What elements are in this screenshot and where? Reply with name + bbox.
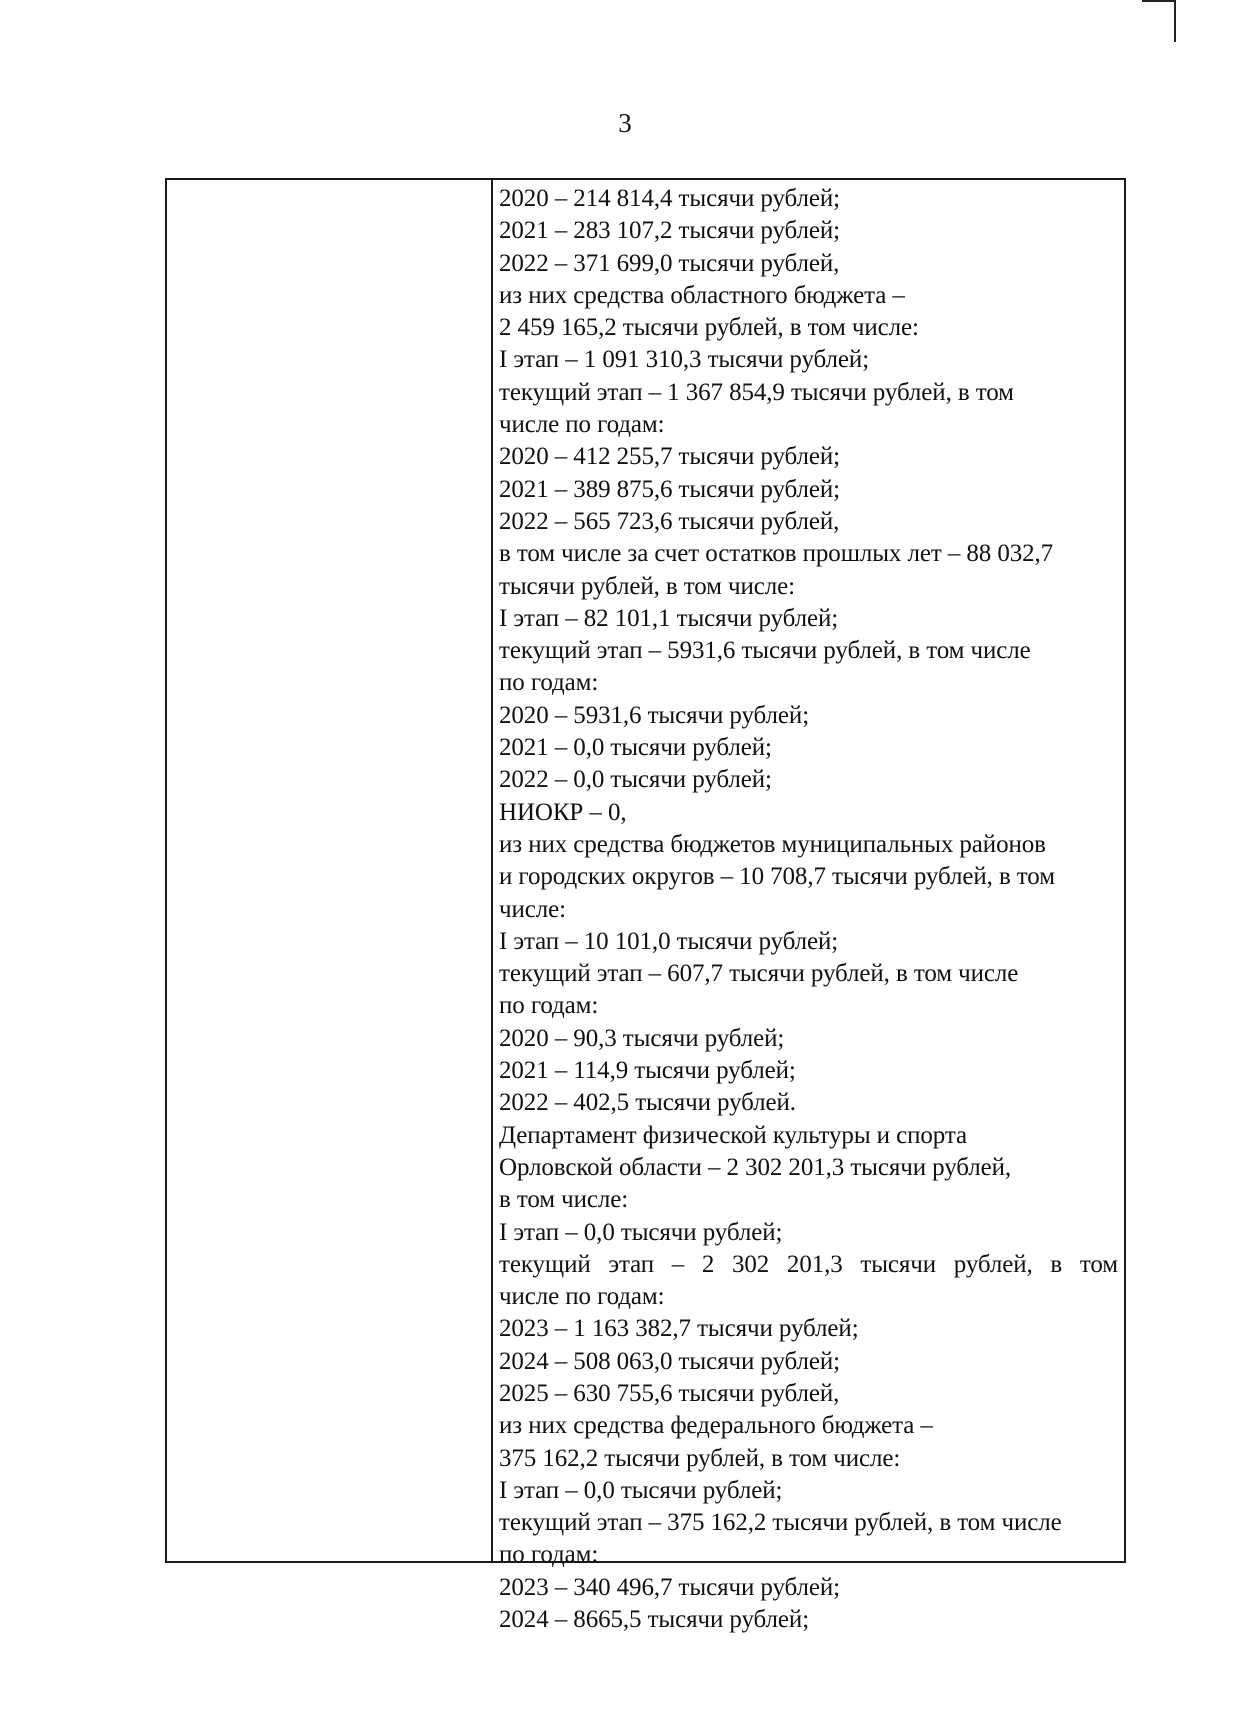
table-text-line: 2022 – 565 723,6 тысячи рублей,	[499, 507, 840, 535]
table-text-line: 2020 – 412 255,7 тысячи рублей;	[499, 443, 841, 471]
table-text-line: Департамент физической культуры и спорта	[499, 1121, 967, 1149]
table-left-cell	[167, 180, 493, 1561]
table-text-line: и городских округов – 10 708,7 тысячи рублей, в том	[499, 863, 1055, 891]
table-text-line: 2025 – 630 755,6 тысячи рублей,	[499, 1379, 840, 1407]
table-text-line: по годам:	[499, 992, 599, 1020]
table-text-line: I этап – 1 091 310,3 тысячи рублей;	[499, 346, 870, 374]
table-text-line: из них средства областного бюджета –	[499, 281, 905, 309]
table-text-line: 2023 – 1 163 382,7 тысячи рублей;	[499, 1315, 859, 1343]
table-text-line: 2024 – 508 063,0 тысячи рублей;	[499, 1347, 841, 1375]
table-text-line: текущий этап – 607,7 тысячи рублей, в том числе	[499, 960, 1019, 988]
table-text-line: 2021 – 283 107,2 тысячи рублей;	[499, 217, 841, 245]
table-text-line: Орловской области – 2 302 201,3 тысячи рублей,	[499, 1153, 1012, 1181]
table-text-line: 2020 – 214 814,4 тысячи рублей;	[499, 185, 841, 212]
budget-table	[165, 178, 1126, 1634]
table-text-line: 2021 – 389 875,6 тысячи рублей;	[499, 475, 841, 503]
table-text-line: I этап – 0,0 тысячи рублей;	[499, 1476, 783, 1504]
table-text-line: текущий этап – 375 162,2 тысячи рублей, в том числе	[499, 1509, 1062, 1537]
table-text-line: 2023 – 340 496,7 тысячи рублей;	[499, 1573, 841, 1601]
table-text-line: I этап – 0,0 тысячи рублей;	[499, 1218, 783, 1246]
table-text-line: 2 459 165,2 тысячи рублей, в том числе:	[499, 314, 919, 342]
table-text-line: числе по годам:	[499, 411, 665, 439]
table-text-line: по годам:	[499, 1541, 599, 1569]
table-right-cell	[493, 180, 1124, 1634]
table-text-line: 375 162,2 тысячи рублей, в том числе:	[499, 1444, 901, 1472]
table-text-line: в том числе:	[499, 1186, 629, 1214]
table-text-line: 2020 – 90,3 тысячи рублей;	[499, 1024, 785, 1052]
table-text-line: из них средства бюджетов муниципальных районов	[499, 830, 1046, 858]
table-text-line: 2021 – 114,9 тысячи рублей;	[499, 1057, 796, 1085]
table-text-line: 2021 – 0,0 тысячи рублей;	[499, 734, 772, 762]
table-text-line: 2024 – 8665,5 тысячи рублей;	[499, 1606, 810, 1634]
corner-crop-mark	[1142, 0, 1176, 42]
table-text-line: по годам:	[499, 669, 599, 697]
table-text-line: НИОКР – 0,	[499, 798, 627, 826]
table-text-line: числе по годам:	[499, 1283, 665, 1311]
table-text-line: в том числе за счет остатков прошлых лет – 88 032,7	[499, 540, 1054, 568]
table-text-line: 2020 – 5931,6 тысячи рублей;	[499, 701, 810, 729]
table-text-line: текущий этап – 2 302 201,3 тысячи рублей, в том	[499, 1250, 1118, 1278]
page-number: 3	[618, 108, 632, 138]
table-text-line: тысячи рублей, в том числе:	[499, 572, 796, 600]
table-text-line: из них средства федерального бюджета –	[499, 1412, 933, 1440]
table-text-line: текущий этап – 5931,6 тысячи рублей, в том числе	[499, 637, 1031, 665]
table-text-line: текущий этап – 1 367 854,9 тысячи рублей, в том	[499, 378, 1014, 406]
table-text-line: 2022 – 402,5 тысячи рублей.	[499, 1089, 796, 1117]
table-text-line: 2022 – 371 699,0 тысячи рублей,	[499, 249, 840, 277]
table-text-line: 2022 – 0,0 тысячи рублей;	[499, 766, 772, 794]
table-text-line: числе:	[499, 895, 566, 923]
table-text-line: I этап – 10 101,0 тысячи рублей;	[499, 927, 839, 955]
table-text-line: I этап – 82 101,1 тысячи рублей;	[499, 604, 839, 632]
